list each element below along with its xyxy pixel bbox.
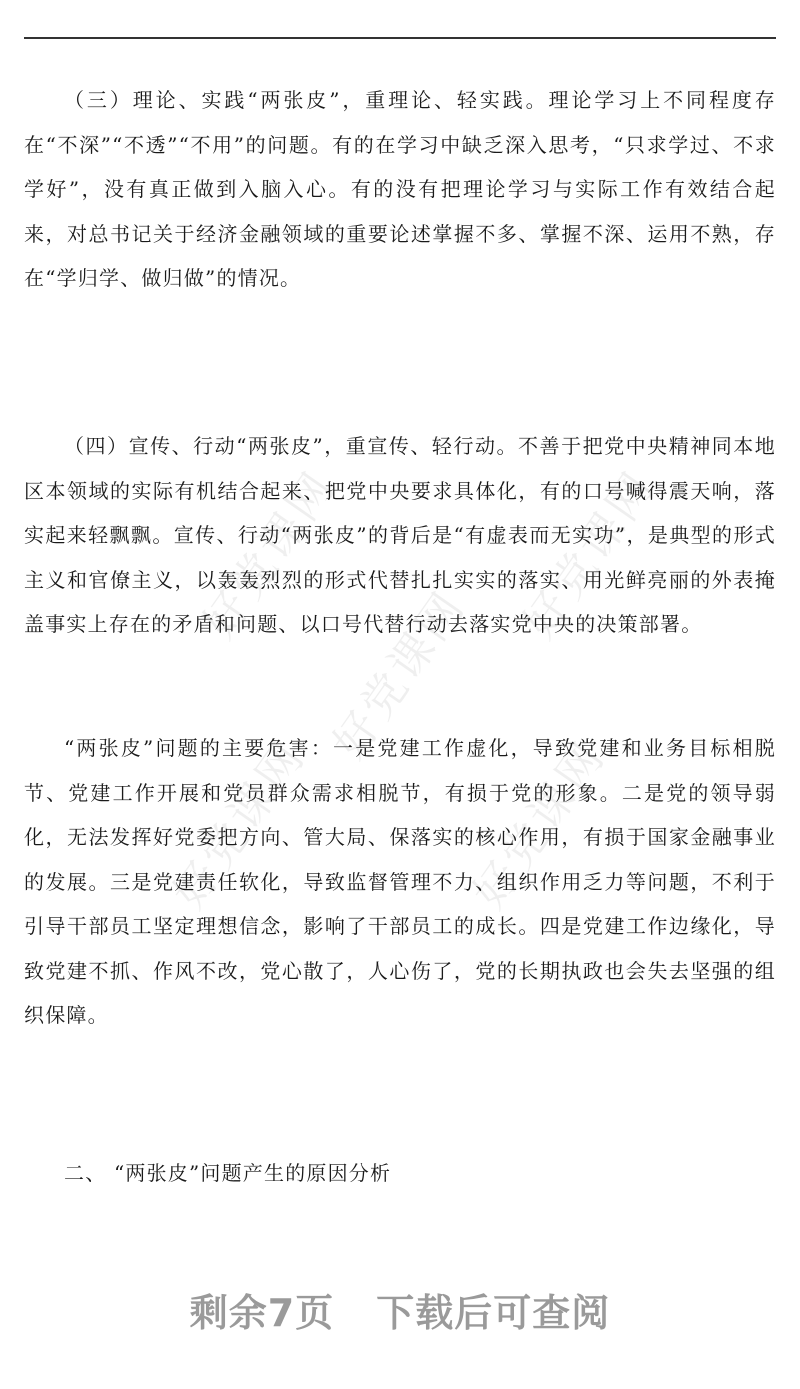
watermark: 好党课网	[323, 581, 476, 768]
watermark: 好党课网	[163, 731, 316, 918]
paragraph-section-4: （四）宣传、行动“两张皮”，重宣传、轻行动。不善于把党中央精神同本地区本领域的实际有机结合起来、把党中央要求具体化，有的口号喊得震天响，落实起来轻飘飘。宣传、行动“两张皮”的背后是“有虚表而无实功”，是典型的形式主义和官僚主义，以轰轰烈烈的形式代替扎扎实实的落实、用光鲜亮丽的外表掩盖事实上存在的矛盾和问题、以口号代替行动去落实党中央的决策部署。	[24, 434, 776, 636]
section-heading: 二、 “两张皮”问题产生的原因分析	[64, 1161, 392, 1185]
paragraph-section-3: （三）理论、实践“两张皮”，重理论、轻实践。理论学习上不同程度存在“不深”“不透”“不用”的问题。有的在学习中缺乏深入思考，“只求学过、不求学好”，没有真正做到入脑入心。有的没有把理论学习与实际工作有效结合起来，对总书记关于经济金融领域的重要论述掌握不多、掌握不深、运用不熟，存在“学归学、做归做”的情况。	[24, 88, 776, 290]
remaining-pages-label: 剩余7页	[189, 1291, 335, 1335]
paragraph-harms: “两张皮”问题的主要危害：一是党建工作虚化，导致党建和业务目标相脱节、党建工作开展和党员群众需求相脱节，有损于党的形象。二是党的领导弱化，无法发挥好党委把方向、管大局、保落实的核心作用，有损于国家金融事业的发展。三是党建责任软化，导致监督管理不力、组织作用乏力等问题，不利于引导干部员工坚定理想信念，影响了干部员工的成长。四是党建工作边缘化，导致党建不抓、作风不改，党心散了，人心伤了，党的长期执政也会失去坚强的组织保障。	[24, 736, 776, 1027]
download-to-view-label[interactable]: 下载后可查阅	[376, 1291, 611, 1335]
header-divider	[24, 37, 776, 39]
paywall-banner[interactable]	[0, 1282, 800, 1337]
watermark: 好党课网	[463, 731, 616, 918]
watermark: 好党课网	[513, 461, 666, 648]
watermark: 好党课网	[193, 461, 346, 648]
